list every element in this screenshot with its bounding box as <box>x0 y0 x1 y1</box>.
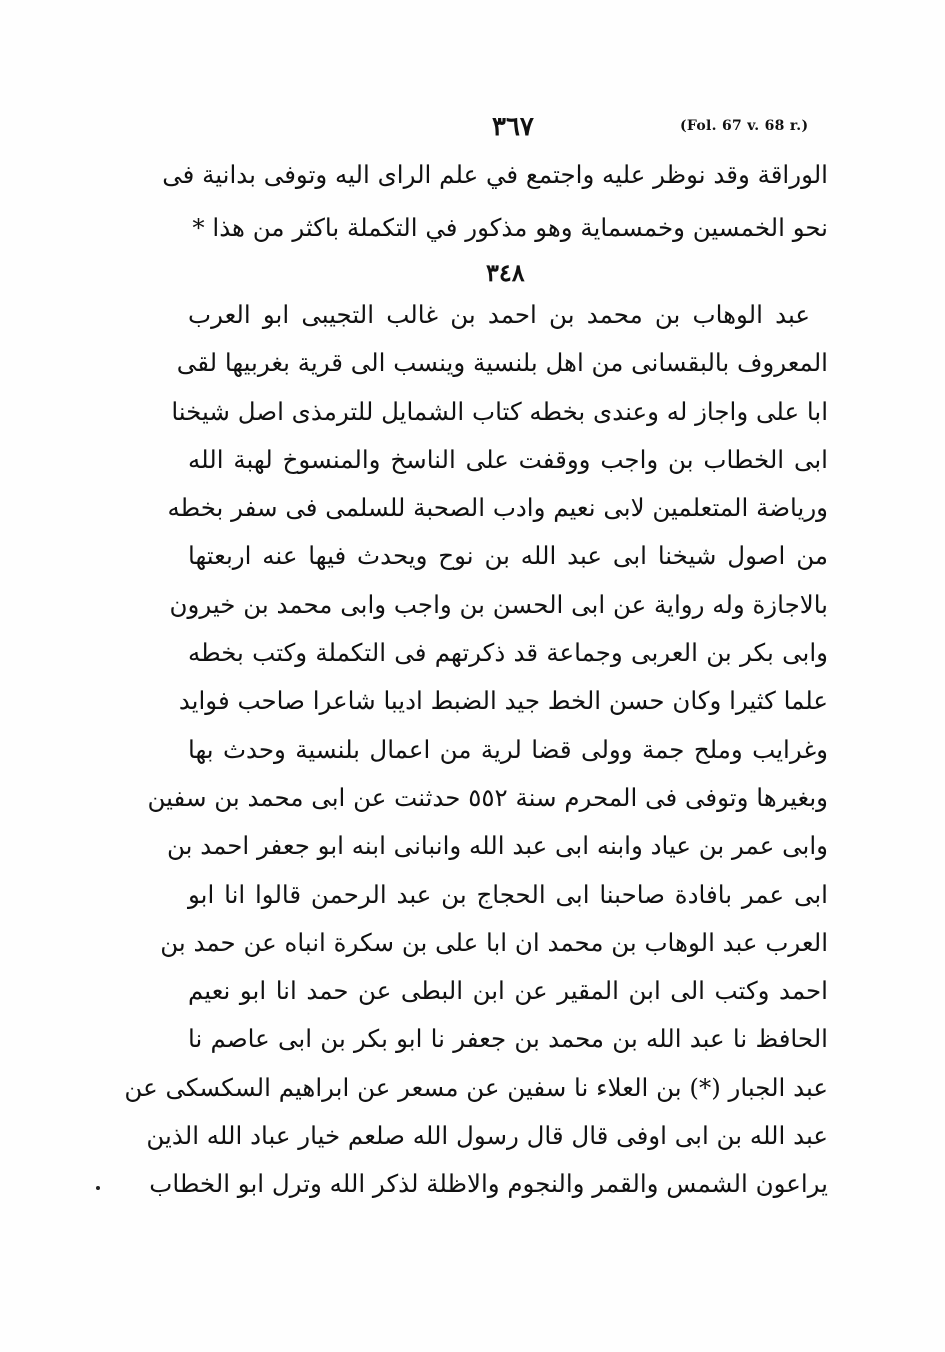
text-line: الحافظ نا عبد الله بن محمد بن جعفر نا ابو بكر بن ابى عاصم نا <box>188 1024 828 1054</box>
text-line: علما كثيرا وكان حسن الخط جيد الضبط اديبا شاعرا صاحب فوايد <box>178 686 828 716</box>
text-line: نحو الخمسين وخمسماية وهو مذكور في التكملة باكثر من هذا * <box>192 213 828 242</box>
page-number: ٣٦٧ <box>492 112 534 142</box>
text-line: من اصول شيخنا ابى عبد الله بن نوح ويحدث فيها عنه اربعتها <box>188 541 828 571</box>
text-line: ورياضة المتعلمين لابى نعيم وادب الصحبة للسلمى فى سفر بخطه <box>167 493 828 523</box>
text-line: وبغيرها وتوفى فى المحرم سنة ٥٥٢ حدثنت عن ابى محمد بن سفين <box>147 782 828 812</box>
text-line: بالاجازة وله رواية عن ابى الحسن بن واجب وابى محمد بن خيرون <box>169 589 828 619</box>
text-line: ابى عمر بافادة صاحبنا ابى الحجاج بن عبد الرحمن قالوا انا ابو <box>188 879 828 909</box>
text-line: ابى الخطاب بن واجب ووقفت على الناسخ والمنسوخ لهبة الله <box>188 444 828 474</box>
text-line: العرب عبد الوهاب بن محمد ان ابا على بن سكرة انباه عن حمد بن <box>160 927 828 957</box>
previous-entry-text <box>162 160 828 266</box>
text-line: ابا على واجاز له وعندى بخطه كتاب الشمايل للترمذى اصل شيخنا <box>171 396 828 426</box>
text-line: وغرايب وملح جمة وولى قضا لرية من اعمال بلنسية وحدث بها <box>188 734 828 764</box>
entry-number: ٣٤٨ <box>486 258 525 287</box>
text-line: الوراقة وقد نوظر عليه واجتمع في علم الراى اليه وتوفى بدانية فى <box>162 160 828 189</box>
text-line: وابى عمر بن عياد وابنه ابى عبد الله وانبانى ابنه ابو جعفر احمد بن <box>166 831 828 861</box>
text-line: احمد وكتب الى ابن المقير عن ابن البطى عن حمد انا ابو نعيم <box>188 976 828 1006</box>
text-line: عبد الله بن ابى اوفى قال قال رسول الله صلعم خيار عباد الله الذين <box>146 1121 828 1151</box>
text-line: عبد الوهاب بن محمد بن احمد بن غالب التجيبى ابو العرب <box>188 300 810 329</box>
text-line: عبد الجبار (*) بن العلاء نا سفين عن مسعر عن ابراهيم السكسكى عن <box>124 1072 828 1102</box>
ink-speck <box>96 1186 100 1190</box>
text-line: المعروف بالبقسانى من اهل بلنسية وينسب الى قرية بغربيها لقى <box>176 348 828 378</box>
text-line: يراعون الشمس والقمر والنجوم والاظلة لذكر الله وترل ابو الخطاب <box>149 1169 828 1199</box>
text-line: وابى بكر بن العربى وجماعة قد ذكرتهم فى التكملة وكتب بخطه <box>188 638 828 668</box>
entry-text <box>124 300 828 1218</box>
folio-reference: (Fol. 67 v. 68 r.) <box>680 118 809 134</box>
